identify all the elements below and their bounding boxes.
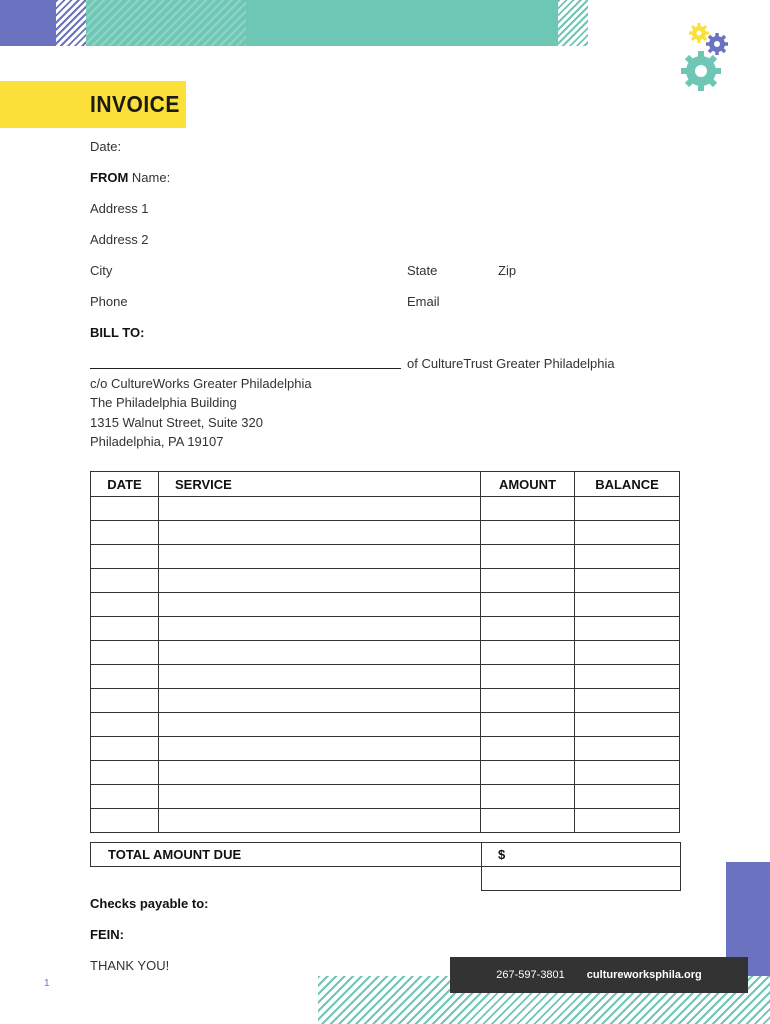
invoice-title: INVOICE bbox=[90, 92, 180, 118]
amount-cell[interactable] bbox=[481, 809, 575, 833]
table-row bbox=[91, 665, 680, 689]
header-hatch-right bbox=[558, 0, 588, 46]
zip-field[interactable] bbox=[498, 263, 516, 278]
balance-cell[interactable] bbox=[575, 713, 680, 737]
service-cell[interactable] bbox=[159, 665, 481, 689]
service-cell[interactable] bbox=[159, 497, 481, 521]
service-cell[interactable] bbox=[159, 785, 481, 809]
balance-cell[interactable] bbox=[575, 761, 680, 785]
teal-gear bbox=[681, 51, 721, 91]
phone-field[interactable] bbox=[90, 294, 128, 309]
amount-cell[interactable] bbox=[481, 521, 575, 545]
date-cell[interactable] bbox=[91, 617, 159, 641]
table-row bbox=[91, 689, 680, 713]
date-cell[interactable] bbox=[91, 521, 159, 545]
yellow-gear bbox=[689, 23, 709, 43]
balance-cell[interactable] bbox=[575, 785, 680, 809]
header-purple-block bbox=[0, 0, 56, 46]
table-row bbox=[91, 785, 680, 809]
service-cell[interactable] bbox=[159, 689, 481, 713]
address-line: Philadelphia, PA 19107 bbox=[90, 433, 224, 449]
table-row bbox=[91, 545, 680, 569]
table-row bbox=[91, 521, 680, 545]
balance-cell[interactable] bbox=[575, 809, 680, 833]
amount-cell[interactable] bbox=[481, 713, 575, 737]
address2-label: Address 2 bbox=[90, 232, 149, 247]
totals-table bbox=[90, 842, 681, 891]
email-field[interactable] bbox=[407, 294, 440, 309]
gears-icon bbox=[676, 20, 736, 96]
amount-cell[interactable] bbox=[481, 617, 575, 641]
balance-cell[interactable] bbox=[575, 617, 680, 641]
header-hatch-left bbox=[56, 0, 86, 46]
amount-cell[interactable] bbox=[481, 785, 575, 809]
state-label: State bbox=[407, 263, 438, 278]
balance-cell[interactable] bbox=[575, 545, 680, 569]
address1-label: Address 1 bbox=[90, 201, 149, 216]
email-label: Email bbox=[407, 294, 440, 309]
total-amount-label: TOTAL AMOUNT DUE bbox=[91, 843, 482, 867]
date-cell[interactable] bbox=[91, 665, 159, 689]
table-row bbox=[91, 569, 680, 593]
state-field[interactable] bbox=[407, 263, 437, 278]
name-label: Name: bbox=[131, 170, 171, 185]
table-row bbox=[91, 593, 680, 617]
table-body bbox=[91, 497, 680, 833]
total-row bbox=[91, 843, 681, 867]
table-row bbox=[91, 641, 680, 665]
total-amount-value[interactable] bbox=[482, 843, 681, 867]
address-line: c/o CultureWorks Greater Philadelphia bbox=[90, 376, 312, 391]
service-cell[interactable] bbox=[159, 593, 481, 617]
address2-field[interactable] bbox=[90, 232, 149, 247]
from-name-field[interactable] bbox=[90, 170, 170, 185]
column-header-balance: BALANCE bbox=[575, 472, 680, 497]
service-cell[interactable] bbox=[159, 713, 481, 737]
date-cell[interactable] bbox=[91, 713, 159, 737]
service-cell[interactable] bbox=[159, 617, 481, 641]
table-row bbox=[91, 497, 680, 521]
city-label: City bbox=[90, 263, 113, 278]
table-row bbox=[91, 809, 680, 833]
balance-cell[interactable] bbox=[575, 521, 680, 545]
amount-cell[interactable] bbox=[481, 545, 575, 569]
date-cell[interactable] bbox=[91, 761, 159, 785]
amount-cell[interactable] bbox=[481, 737, 575, 761]
amount-cell[interactable] bbox=[481, 593, 575, 617]
purple-gear bbox=[706, 33, 728, 55]
invoice-items-table bbox=[90, 471, 680, 833]
amount-cell[interactable] bbox=[481, 641, 575, 665]
column-header-service: SERVICE bbox=[159, 472, 481, 497]
date-cell[interactable] bbox=[91, 785, 159, 809]
zip-label: Zip bbox=[498, 263, 517, 278]
phone-label: Phone bbox=[90, 294, 128, 309]
from-label: FROM bbox=[90, 170, 129, 185]
amount-cell[interactable] bbox=[481, 689, 575, 713]
amount-cell[interactable] bbox=[481, 665, 575, 689]
service-cell[interactable] bbox=[159, 641, 481, 665]
service-cell[interactable] bbox=[159, 809, 481, 833]
date-cell[interactable] bbox=[91, 737, 159, 761]
amount-cell[interactable] bbox=[481, 569, 575, 593]
balance-cell[interactable] bbox=[575, 689, 680, 713]
date-cell[interactable] bbox=[91, 497, 159, 521]
date-field[interactable] bbox=[90, 139, 121, 154]
service-cell[interactable] bbox=[159, 521, 481, 545]
total-extra-cell[interactable] bbox=[482, 867, 681, 891]
address-line: 1315 Walnut Street, Suite 320 bbox=[90, 414, 263, 430]
table-row bbox=[91, 713, 680, 737]
date-cell[interactable] bbox=[91, 641, 159, 665]
thank-you-text: THANK YOU! bbox=[90, 958, 170, 973]
table-header-row bbox=[91, 472, 680, 497]
balance-cell[interactable] bbox=[575, 665, 680, 689]
balance-cell[interactable] bbox=[575, 593, 680, 617]
column-header-amount: AMOUNT bbox=[481, 472, 575, 497]
page-number: 1 bbox=[44, 978, 50, 989]
balance-cell[interactable] bbox=[575, 737, 680, 761]
date-cell[interactable] bbox=[91, 569, 159, 593]
fein-label: FEIN: bbox=[90, 927, 124, 942]
total-extra-row bbox=[91, 867, 681, 891]
footer-website[interactable]: cultureworksphila.org bbox=[586, 969, 702, 981]
footer-phone: 267-597-3801 bbox=[496, 969, 565, 981]
bill-to-org: of CultureTrust Greater Philadelphia bbox=[407, 356, 615, 371]
currency-symbol: $ bbox=[498, 847, 506, 862]
balance-cell[interactable] bbox=[575, 569, 680, 593]
service-cell[interactable] bbox=[159, 545, 481, 569]
balance-cell[interactable] bbox=[575, 641, 680, 665]
amount-cell[interactable] bbox=[481, 497, 575, 521]
bill-to-label: BILL TO: bbox=[90, 325, 145, 340]
address1-field[interactable] bbox=[90, 201, 149, 216]
service-cell[interactable] bbox=[159, 569, 481, 593]
bill-to-name-line[interactable] bbox=[90, 368, 401, 369]
date-cell[interactable] bbox=[91, 689, 159, 713]
header-teal-hatch bbox=[86, 0, 246, 46]
service-cell[interactable] bbox=[159, 737, 481, 761]
city-field[interactable] bbox=[90, 263, 112, 278]
amount-cell[interactable] bbox=[481, 761, 575, 785]
date-label: Date: bbox=[90, 139, 122, 154]
table-row bbox=[91, 737, 680, 761]
footer-bar bbox=[450, 957, 748, 993]
bill-to-address bbox=[90, 374, 312, 451]
column-header-date: DATE bbox=[91, 472, 159, 497]
table-row bbox=[91, 617, 680, 641]
date-cell[interactable] bbox=[91, 809, 159, 833]
balance-cell[interactable] bbox=[575, 497, 680, 521]
date-cell[interactable] bbox=[91, 593, 159, 617]
date-cell[interactable] bbox=[91, 545, 159, 569]
address-line: The Philadelphia Building bbox=[90, 395, 237, 411]
table-row bbox=[91, 761, 680, 785]
service-cell[interactable] bbox=[159, 761, 481, 785]
checks-payable-label: Checks payable to: bbox=[90, 896, 209, 911]
